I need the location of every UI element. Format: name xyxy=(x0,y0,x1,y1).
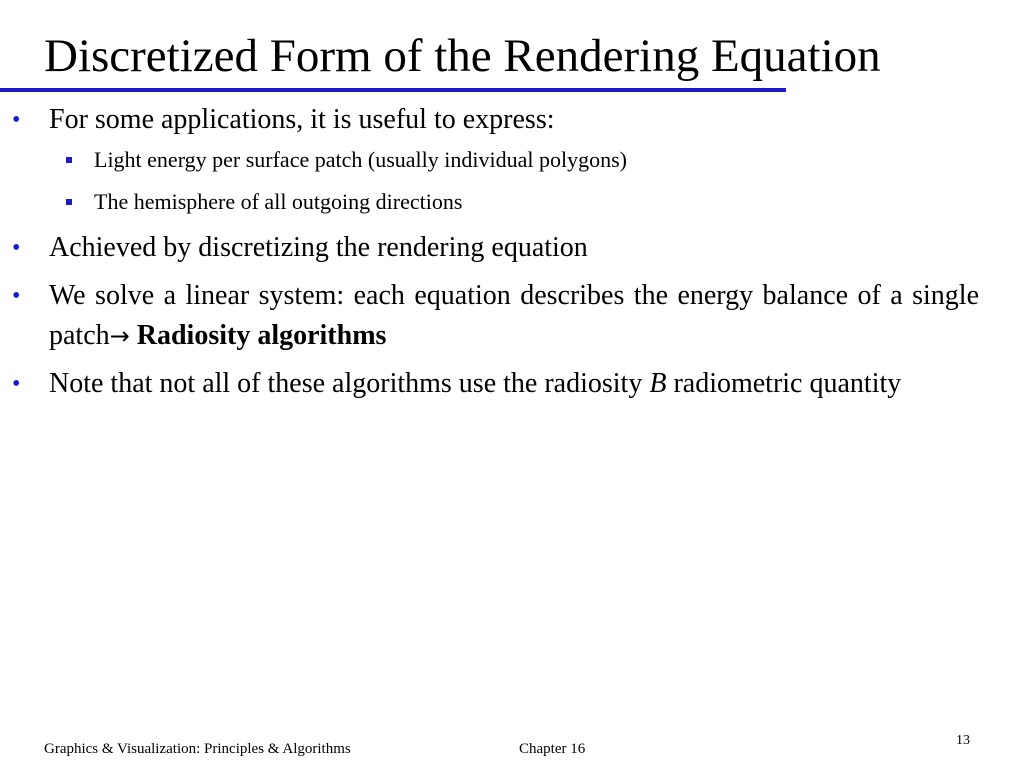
footer-book-title: Graphics & Visualization: Principles & Algorithms xyxy=(44,741,351,757)
sub-bullet-text: Light energy per surface patch (usually individual polygons) xyxy=(94,147,627,172)
bullet-italic-text: B xyxy=(649,368,667,399)
bullet-text-end: radiometric quantity xyxy=(666,368,902,399)
bullet-item xyxy=(0,276,979,356)
title-underline xyxy=(0,88,786,92)
bullet-text: We solve a linear system: each equation describes the energy balance of a single patch xyxy=(49,280,979,351)
bullet-dot-icon: • xyxy=(12,283,21,309)
square-bullet-icon xyxy=(66,199,72,205)
bullet-text: Achieved by discretizing the rendering equation xyxy=(49,232,588,263)
page-number: 13 xyxy=(956,733,970,748)
bullet-dot-icon: • xyxy=(12,235,21,261)
slide-body xyxy=(0,100,1024,412)
bullet-bold-text: Radiosity algorithms xyxy=(129,320,387,351)
bullet-item xyxy=(0,364,979,404)
square-bullet-icon xyxy=(66,157,72,163)
sub-bullet-item xyxy=(0,144,1024,176)
bullet-item xyxy=(0,228,979,268)
sub-bullet-list xyxy=(0,144,1024,218)
slide-title: Discretized Form of the Rendering Equation xyxy=(44,30,881,82)
bullet-dot-icon: • xyxy=(12,371,21,397)
sub-bullet-item xyxy=(0,186,1024,218)
right-arrow-icon: → xyxy=(109,322,130,350)
bullet-text: For some applications, it is useful to express: xyxy=(49,104,555,135)
bullet-item xyxy=(0,100,979,140)
bullet-text: Note that not all of these algorithms use the radiosity xyxy=(49,368,650,399)
sub-bullet-text: The hemisphere of all outgoing directions xyxy=(94,189,463,214)
bullet-dot-icon: • xyxy=(12,107,21,133)
footer-chapter: Chapter 16 xyxy=(519,741,586,757)
